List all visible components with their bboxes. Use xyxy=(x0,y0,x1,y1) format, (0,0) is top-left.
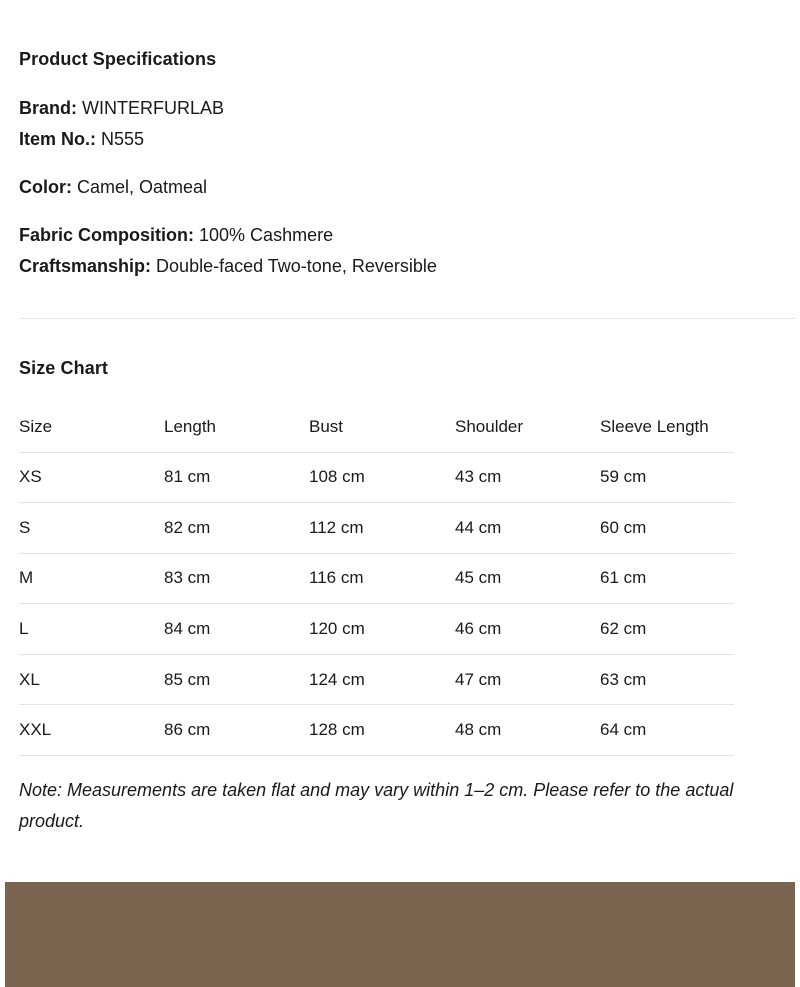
header-sleeve-length: Sleeve Length xyxy=(600,416,709,436)
brand-spec xyxy=(19,97,224,119)
cell-size: S xyxy=(19,517,31,537)
cell-length: 81 cm xyxy=(164,467,211,487)
table-row xyxy=(19,705,734,756)
cell-bust: 128 cm xyxy=(309,720,365,740)
header-size: Size xyxy=(19,416,53,436)
table-row xyxy=(19,452,734,503)
cell-bust: 116 cm xyxy=(309,568,364,588)
cell-sleeve-length: 61 cm xyxy=(600,568,647,588)
product-specifications-heading: Product Specifications xyxy=(19,49,217,69)
header-shoulder: Shoulder xyxy=(455,416,524,436)
item-no-label: Item No.: xyxy=(19,129,97,149)
item-no-value: N555 xyxy=(101,129,145,149)
cell-sleeve-length: 59 cm xyxy=(600,467,647,487)
cell-size: XXL xyxy=(19,720,52,740)
fabric-spec xyxy=(19,224,333,246)
cell-length: 82 cm xyxy=(164,517,211,537)
fabric-value: 100% Cashmere xyxy=(199,225,334,245)
cell-shoulder: 46 cm xyxy=(455,619,502,639)
size-chart-heading: Size Chart xyxy=(19,358,109,378)
cell-sleeve-length: 62 cm xyxy=(600,619,647,639)
cell-sleeve-length: 64 cm xyxy=(600,720,647,740)
color-spec xyxy=(19,176,207,198)
cell-bust: 120 cm xyxy=(309,619,365,639)
section-divider xyxy=(19,318,795,319)
cell-size: L xyxy=(19,619,29,639)
cell-sleeve-length: 60 cm xyxy=(600,517,647,537)
fabric-label: Fabric Composition: xyxy=(19,225,194,245)
cell-size: XL xyxy=(19,669,40,689)
cell-length: 84 cm xyxy=(164,619,211,639)
cell-size: XS xyxy=(19,467,42,487)
cell-bust: 108 cm xyxy=(309,467,365,487)
cell-length: 83 cm xyxy=(164,568,211,588)
cell-shoulder: 44 cm xyxy=(455,517,502,537)
table-row xyxy=(19,654,734,705)
cell-shoulder: 45 cm xyxy=(455,568,502,588)
cell-shoulder: 48 cm xyxy=(455,720,502,740)
measurement-note: Note: Measurements are taken flat and may vary within 1–2 cm. Please refer to the actual product. xyxy=(19,780,734,831)
color-label: Color: xyxy=(19,177,72,197)
header-length: Length xyxy=(164,416,216,436)
cell-bust: 124 cm xyxy=(309,669,365,689)
item-no-spec xyxy=(19,128,144,150)
table-row xyxy=(19,604,734,655)
table-row xyxy=(19,503,734,554)
brand-label: Brand: xyxy=(19,98,77,118)
cell-size: M xyxy=(19,568,34,588)
header-bust: Bust xyxy=(309,416,344,436)
cell-bust: 112 cm xyxy=(309,517,364,537)
cell-length: 85 cm xyxy=(164,669,211,689)
color-value: Camel, Oatmeal xyxy=(77,177,208,197)
brand-value: WINTERFURLAB xyxy=(82,98,225,118)
product-image xyxy=(5,882,795,987)
size-chart-table xyxy=(19,402,734,756)
craftsmanship-value: Double-faced Two-tone, Reversible xyxy=(156,256,437,276)
cell-length: 86 cm xyxy=(164,720,211,740)
cell-shoulder: 43 cm xyxy=(455,467,502,487)
table-header-row xyxy=(19,402,734,452)
cell-shoulder: 47 cm xyxy=(455,669,502,689)
craftsmanship-label: Craftsmanship: xyxy=(19,256,152,276)
craftsmanship-spec xyxy=(19,255,437,277)
cell-sleeve-length: 63 cm xyxy=(600,669,647,689)
table-row xyxy=(19,553,734,604)
